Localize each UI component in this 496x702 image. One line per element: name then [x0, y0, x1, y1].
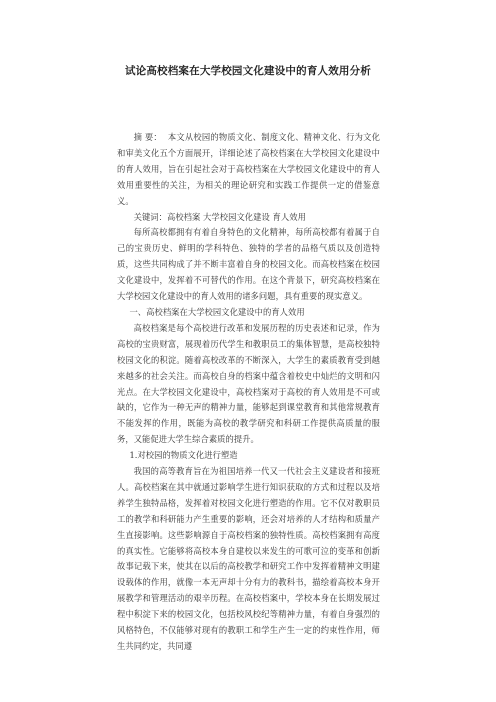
section-heading: 一、高校档案在大学校园文化建设中的育人效用 [129, 306, 305, 317]
abstract-text: 本文从校园的物质文化、制度文化、精神文化、行为文化和审美文化五个方面展开，详细论述了高校档案在大学校园文化建设中的育人效用，旨在引起社会对于高校档案在大学校园文化建设中的育人效用重要性的关注，为相关的理论研究和实践工作提供一定的借鉴意义。 [117, 132, 380, 206]
subsection-paragraph: 我国的高等教育旨在为祖国培养一代又一代社会主义建设者和接班人。高校档案在其中就通过影响学生进行知识获取的方式和过程以及培养学生独特品格，发挥着对校园文化进行塑造的作用。它不仅对教职员工的教学和科研能力产生重要的影响，还会对培养的人才结构和质量产生直接影响。这些影响源自于高校档案的独特性质。高校档案拥有高度的真实性。它能够将高校本身自建校以来发生的可歌可泣的变革和创新故事记载下来，使其在以后的高校教学和研究工作中发挥着精神文明建设载体的作用，就像一本无声却十分有力的教科书，描绘着高校本身开展教学和管理活动的艰辛历程。在高校档案中，学校本身在长期发展过程中积淀下来的校园文化，包括校风校纪等精神力量，有着自身强烈的风格特色，不仅能够对现有的教职工和学生产生一定的约束性作用，师生共同约定，共同遵 [117, 466, 380, 651]
abstract [117, 130, 380, 210]
section-paragraph: 高校档案是每个高校进行改革和发展历程的历史表述和记录，作为高校的宝贵财富，展现着历代学生和教职员工的集体智慧，是高校独特校园文化的积淀。随着高校改革的不断深入，大学生的素质教育受到越来越多的社会关注。而高校自身的档案中蕴含着校史中灿烂的文明和闪光点。在大学校园文化建设中，高校档案对于高校的育人效用是不可或缺的，它作为一种无声的精神力量，能够起到课堂教育和其他常规教育不能发挥的作用，既能为高校的教学研究和科研工作提供高质量的服务，又能促进大学生综合素质的提升。 [117, 322, 380, 445]
paper-title: 试论高校档案在大学校园文化建设中的育人效用分析 [124, 65, 372, 77]
keywords [117, 210, 380, 226]
keywords-label: 关键词： [133, 211, 167, 222]
subsection-heading: 1.对校园的物质文化进行塑造 [129, 450, 238, 461]
abstract-label: 摘 要： [133, 132, 162, 142]
keywords-text: 高校档案 大学校园文化建设 育人效用 [166, 211, 306, 222]
intro-paragraph: 每所高校都拥有有着自身特色的文化精神，每所高校都有着属于自己的宝贵历史、鲜明的学科特色、独特的学者的品格气质以及创造特质，这些共同构成了并不断丰富着自身的校园文化。而高校档案在校园文化建设中，发挥着不可替代的作用。在这个背景下，研究高校档案在大学校园文化建设中的育人效用的诸多问题，具有重要的现实意义。 [117, 227, 380, 302]
paper-body [117, 130, 380, 655]
